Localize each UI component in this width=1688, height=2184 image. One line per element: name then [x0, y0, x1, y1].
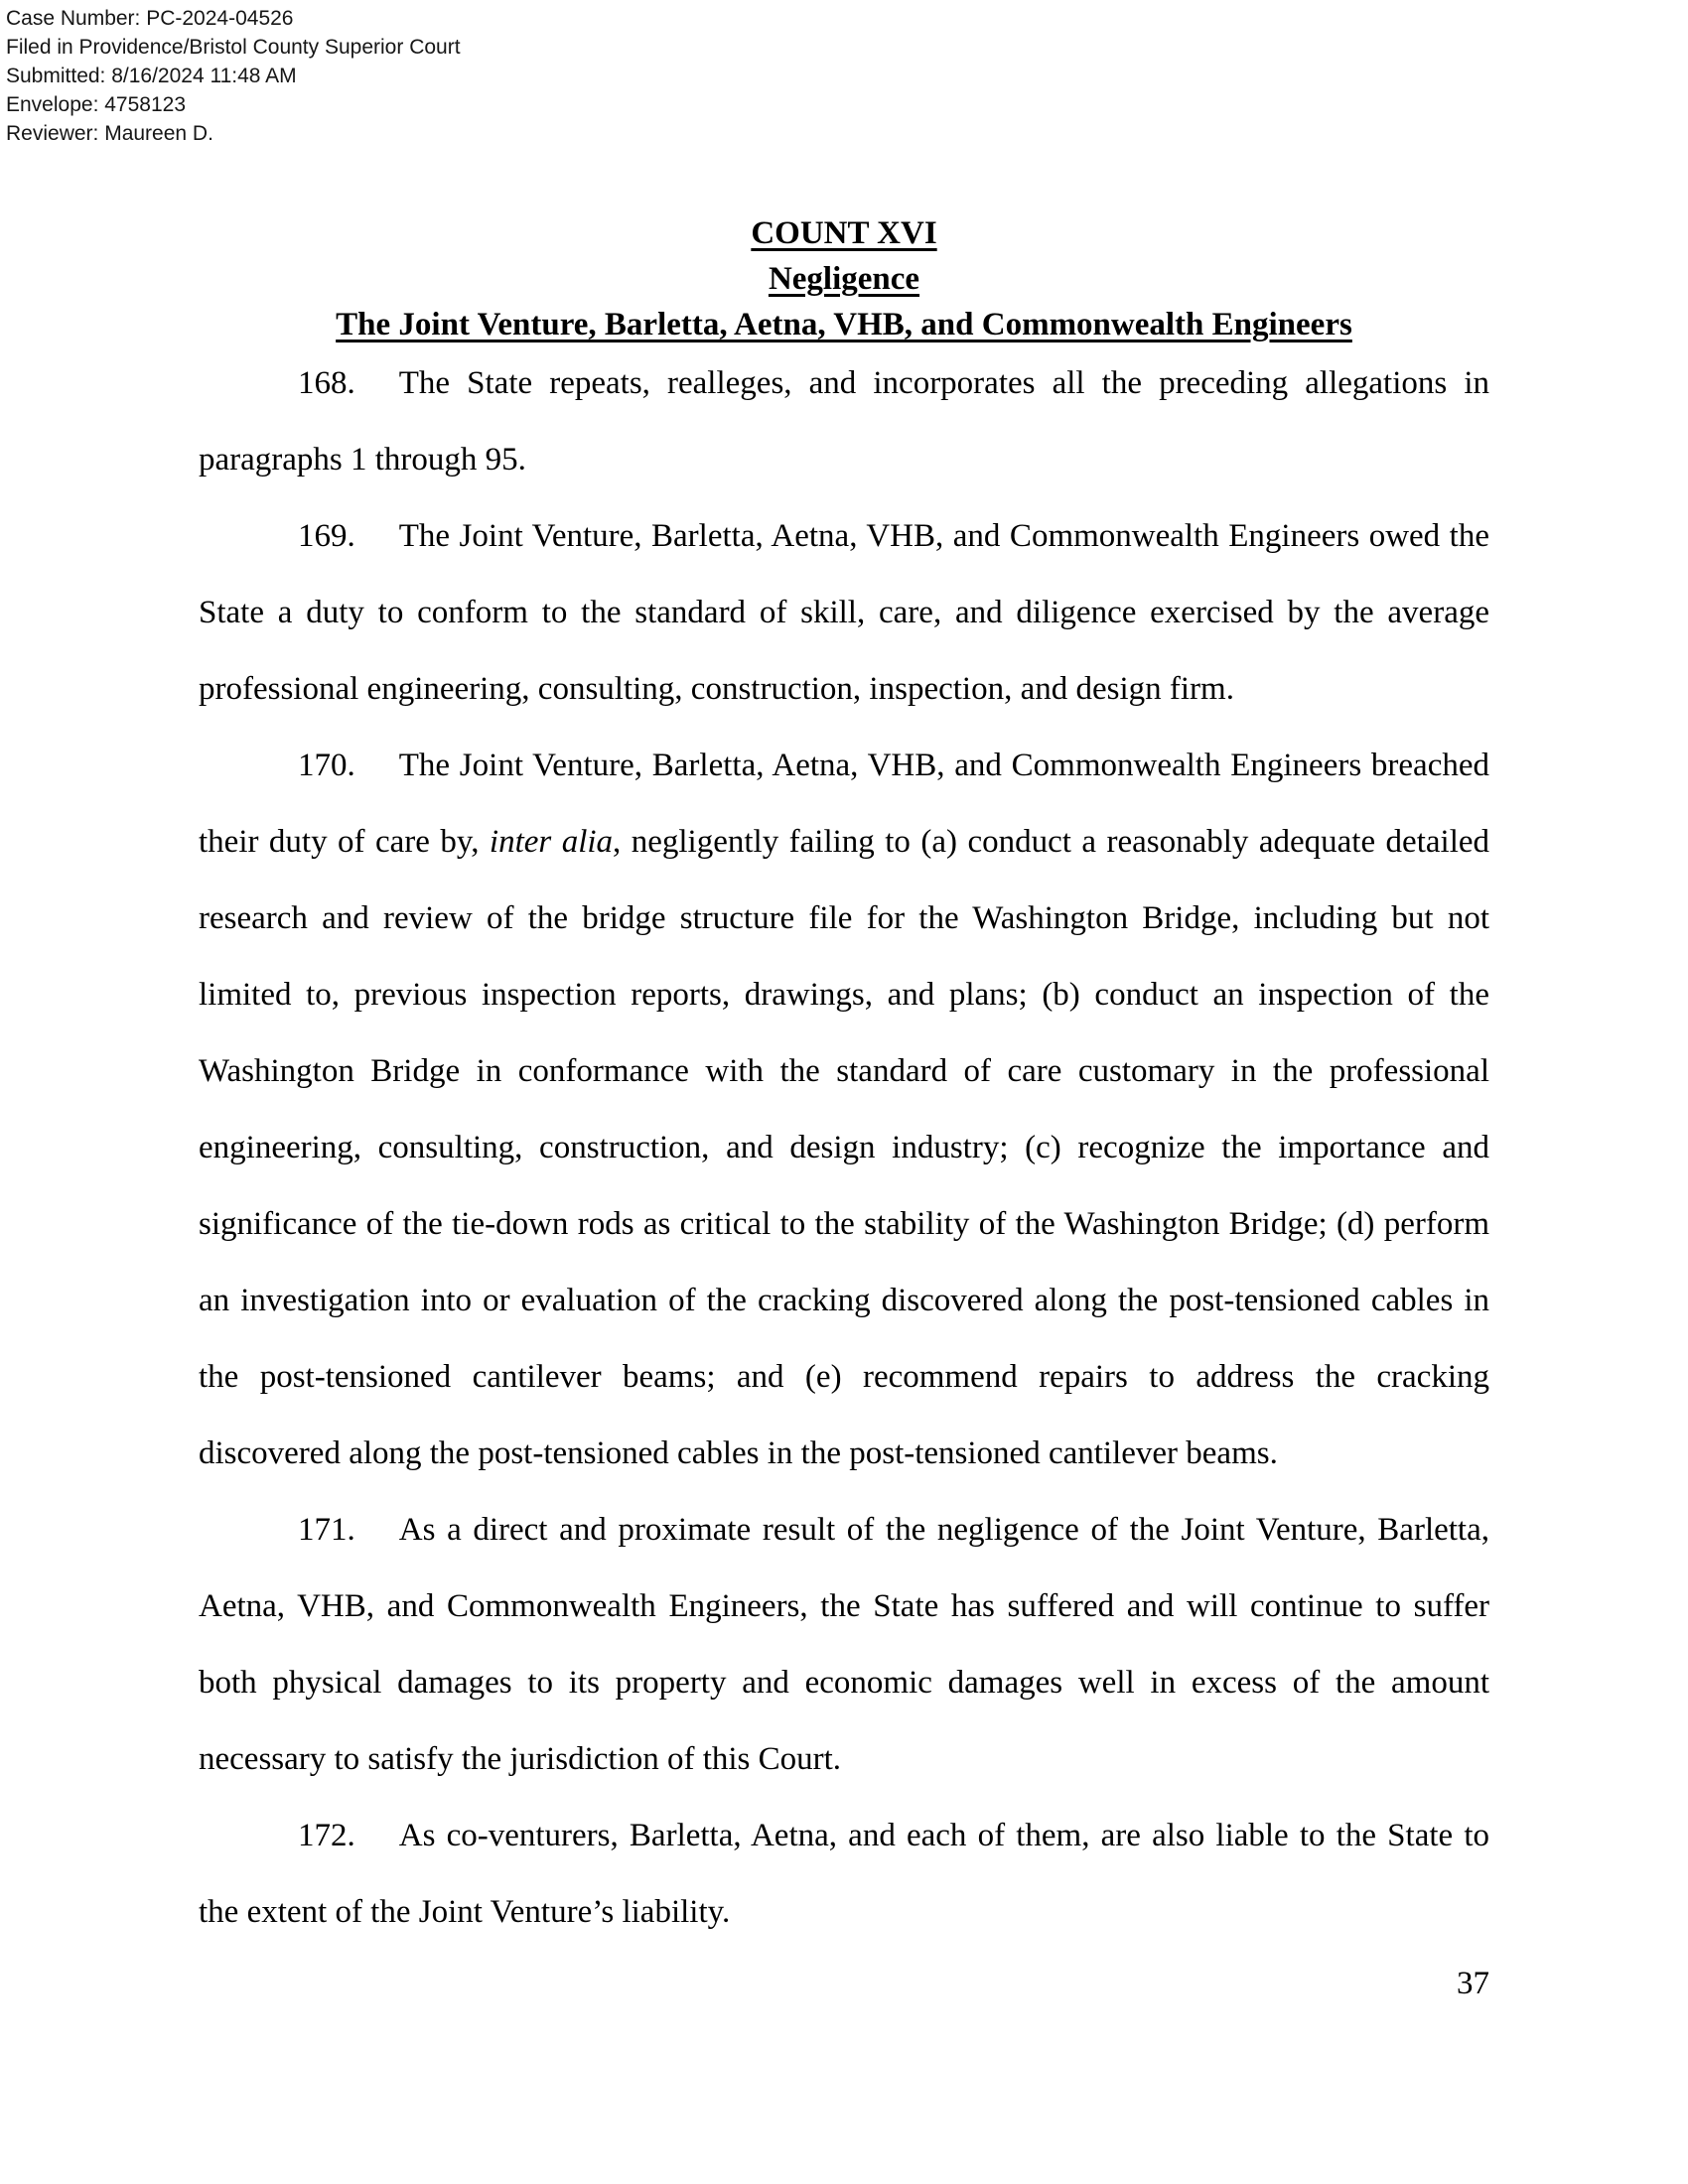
- paragraph-text: The State repeats, realleges, and incorporates all the preceding allegations in paragraphs 1 through 95.: [199, 365, 1489, 478]
- paragraph-168: [199, 345, 1489, 498]
- paragraph-text: The Joint Venture, Barletta, Aetna, VHB, and Commonwealth Engineers owed the State a duty to conform to the standard of skill, care, and diligence exercised by the average professional engineering, consulting, construction, inspection, and design firm.: [199, 518, 1489, 707]
- stamp-line: Reviewer: Maureen D.: [6, 122, 213, 145]
- paragraph-171: [199, 1492, 1489, 1798]
- paragraph-text: , negligently failing to (a) conduct a reasonably adequate detailed research and review of the bridge structure file for the Washington Bridge, including but not limited to, previous inspection reports, drawings, and plans; (b) conduct an inspection of the Washington Bridge in conformance with the standard of care customary in the professional engineering, consulting, construction, and design industry; (c) recognize the importance and significance of the tie-down rods as critical to the stability of the Washington Bridge; (d) perform an investigation into or evaluation of the cracking discovered along the post-tensioned cables in the post-tensioned cantilever beams; and (e) recommend repairs to address the cracking discovered along the post-tensioned cables in the post-tensioned cantilever beams.: [199, 824, 1490, 1471]
- document-body: [199, 0, 1489, 1951]
- heading-line: COUNT XVI: [751, 215, 937, 251]
- page-number: 37: [1457, 1966, 1489, 2001]
- paragraph-text: As a direct and proximate result of the negligence of the Joint Venture, Barletta, Aetna, VHB, and Commonwealth Engineers, the State has suffered and will continue to suffer both physical damages to its property and economic damages well in excess of the amount necessary to satisfy the jurisdiction of this Court.: [199, 1512, 1489, 1777]
- heading-line: Negligence: [768, 261, 920, 297]
- heading-line: The Joint Venture, Barletta, Aetna, VHB, and Commonwealth Engineers: [336, 307, 1352, 342]
- paragraph-number: 169.: [298, 518, 355, 554]
- paragraph-text: The Joint Venture, Barletta, Aetna, VHB, and Commonwealth Engineers breached their duty of care by,: [199, 748, 1489, 860]
- stamp-line: Submitted: 8/16/2024 11:48 AM: [6, 65, 297, 87]
- paragraphs: [199, 345, 1489, 1951]
- stamp-line: Envelope: 4758123: [6, 93, 186, 116]
- paragraph-text: As co-venturers, Barletta, Aetna, and each of them, are also liable to the State to the extent of the Joint Venture’s liability.: [199, 1818, 1489, 1930]
- stamp-line: Case Number: PC-2024-04526: [6, 7, 294, 30]
- latin-phrase-italic: inter alia: [489, 824, 614, 860]
- paragraph-number: 171.: [298, 1512, 355, 1548]
- count-heading: [199, 210, 1489, 347]
- paragraph-number: 168.: [298, 365, 355, 401]
- paragraph-number: 172.: [298, 1818, 355, 1853]
- stamp-line: Filed in Providence/Bristol County Superior Court: [6, 36, 461, 59]
- paragraph-170: [199, 728, 1489, 1492]
- paragraph-169: [199, 498, 1489, 728]
- paragraph-number: 170.: [298, 748, 355, 783]
- paragraph-172: [199, 1798, 1489, 1951]
